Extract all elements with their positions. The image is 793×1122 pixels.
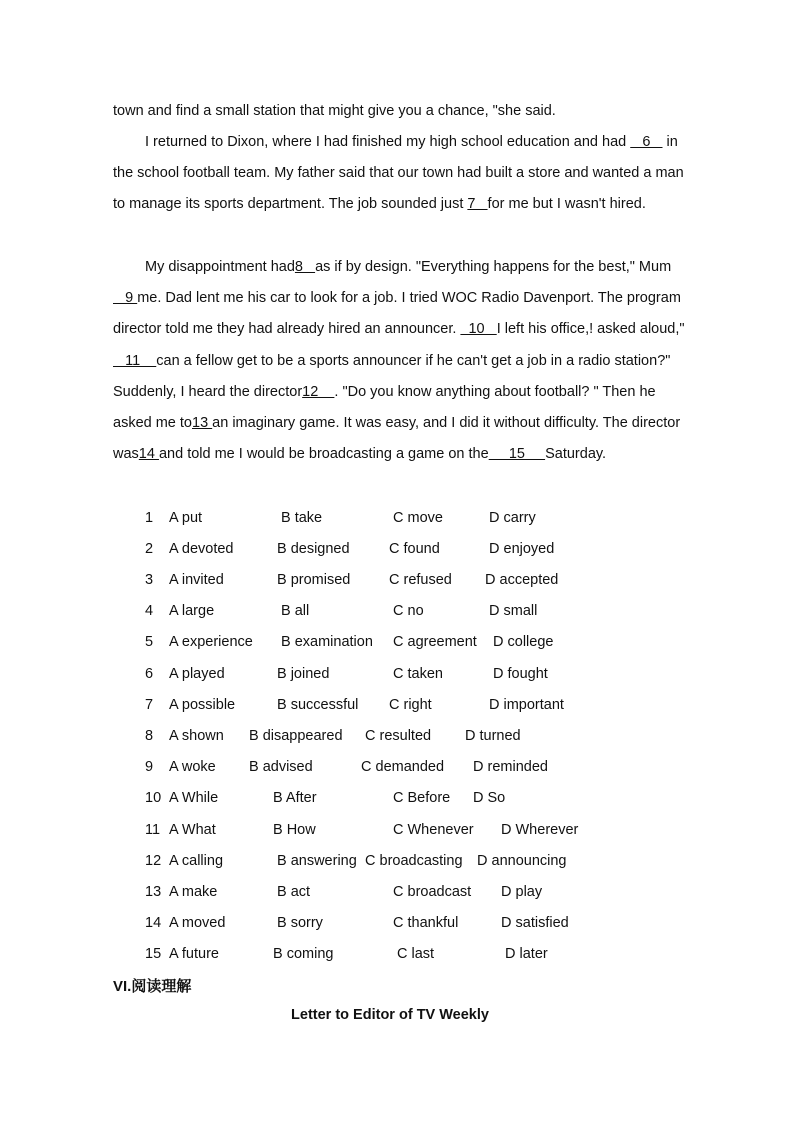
question-number: 1: [145, 510, 154, 526]
option-c: C broadcast: [393, 884, 472, 900]
option-d: D play: [501, 884, 543, 900]
option-d: D enjoyed: [489, 541, 555, 557]
option-a: A possible: [169, 697, 236, 713]
option-c: C right: [389, 697, 432, 713]
passage-line-0: town and find a small station that might give you a chance, "she said.: [113, 103, 556, 119]
question-number: 7: [145, 697, 154, 713]
blank-8: 8: [294, 259, 316, 275]
question-number: 13: [145, 884, 162, 900]
option-d: D later: [505, 946, 548, 962]
option-b: B How: [273, 822, 316, 838]
option-d: D accepted: [485, 572, 559, 588]
option-b: B examination: [281, 634, 373, 650]
reading-title: Letter to Editor of TV Weekly: [291, 1007, 489, 1023]
option-c: C broadcasting: [365, 853, 463, 869]
question-number: 6: [145, 666, 154, 682]
option-d: D important: [489, 697, 564, 713]
section-heading: VI.阅读理解: [113, 978, 192, 995]
option-d: D carry: [489, 510, 536, 526]
option-c: C agreement: [393, 634, 477, 650]
option-c: C taken: [393, 666, 443, 682]
option-a: A What: [169, 822, 216, 838]
option-a: A put: [169, 510, 203, 526]
blank-9: 9: [113, 290, 138, 307]
blank-10: 10: [460, 321, 497, 338]
option-a: A calling: [169, 853, 224, 869]
question-number: 15: [145, 946, 162, 962]
blank-7: 7: [467, 196, 488, 213]
option-d: D So: [473, 790, 506, 806]
option-a: A played: [169, 666, 225, 682]
question-number: 12: [145, 853, 162, 869]
question-number: 8: [145, 728, 154, 744]
blank-15: 15: [488, 446, 546, 463]
option-b: B take: [281, 510, 323, 526]
option-b: B successful: [277, 697, 359, 713]
option-c: C demanded: [361, 759, 445, 775]
option-b: B joined: [277, 666, 330, 682]
option-d: D turned: [465, 728, 521, 744]
option-a: A moved: [169, 915, 226, 931]
blank-11: 11: [113, 352, 157, 369]
option-a: A future: [169, 946, 219, 962]
option-d: D reminded: [473, 759, 548, 775]
blank-14: 14: [138, 446, 159, 463]
option-c: C move: [393, 510, 443, 526]
passage-paragraph-2: I returned to Dixon, where I had finished my high school education and had 6 in the school football team. My father said that our town had built a store and wanted a man to manage its sports department. The job sounded just 7 for me but I wasn't hired.: [113, 134, 684, 213]
option-d: D small: [489, 603, 538, 619]
option-d: D announcing: [477, 853, 567, 869]
option-d: D satisfied: [501, 915, 569, 931]
option-c: C last: [397, 946, 435, 962]
option-c: C no: [393, 603, 424, 619]
option-b: B answering: [277, 853, 357, 869]
option-a: A large: [169, 603, 215, 619]
option-b: B designed: [277, 541, 350, 557]
question-number: 14: [145, 915, 162, 931]
option-b: B act: [277, 884, 311, 900]
option-a: A invited: [169, 572, 224, 588]
blank-6: 6: [630, 134, 663, 150]
option-c: C thankful: [393, 915, 459, 931]
option-a: A make: [169, 884, 218, 900]
question-number: 11: [145, 822, 161, 838]
option-b: B advised: [249, 759, 313, 775]
option-b: B sorry: [277, 915, 323, 931]
option-c: C Whenever: [393, 822, 474, 838]
option-a: A experience: [169, 634, 253, 650]
option-a: A devoted: [169, 541, 234, 557]
option-c: C Before: [393, 790, 451, 806]
option-b: B After: [273, 790, 317, 806]
option-b: B promised: [277, 572, 351, 588]
passage-paragraph-3: My disappointment had8 as if by design. "Everything happens for the best," Mum 9 me. Dad lent me his car to look for a job. I tried WOC Radio Davenport. The program director told me they had already hired an announcer. 10 I left his office,! asked aloud," 11 can a fellow get to be a sports announcer if he can't get a job in a radio station?" Suddenly, I heard the director12 . "Do you know anything about football? " Then he asked me to13 an imaginary game. It was easy, and I did it without difficulty. The director was14 and told me I would be broadcasting a game on the 15 Saturday.: [113, 259, 685, 463]
option-b: B coming: [273, 946, 334, 962]
question-number: 4: [145, 603, 154, 619]
option-c: C resulted: [365, 728, 432, 744]
option-a: A shown: [169, 728, 224, 744]
question-number: 10: [145, 790, 162, 806]
option-b: B all: [281, 603, 310, 619]
question-number: 9: [145, 759, 154, 775]
option-d: D Wherever: [501, 822, 579, 838]
option-c: C refused: [389, 572, 452, 588]
option-a: A woke: [169, 759, 216, 775]
option-d: D college: [493, 634, 554, 650]
option-d: D fought: [493, 666, 548, 682]
question-number: 2: [145, 541, 154, 557]
question-number: 3: [145, 572, 154, 588]
option-b: B disappeared: [249, 728, 343, 744]
blank-13: 13: [192, 415, 213, 432]
question-number: 5: [145, 634, 154, 650]
blank-12: 12: [302, 383, 335, 400]
option-c: C found: [389, 541, 440, 557]
option-a: A While: [169, 790, 219, 806]
